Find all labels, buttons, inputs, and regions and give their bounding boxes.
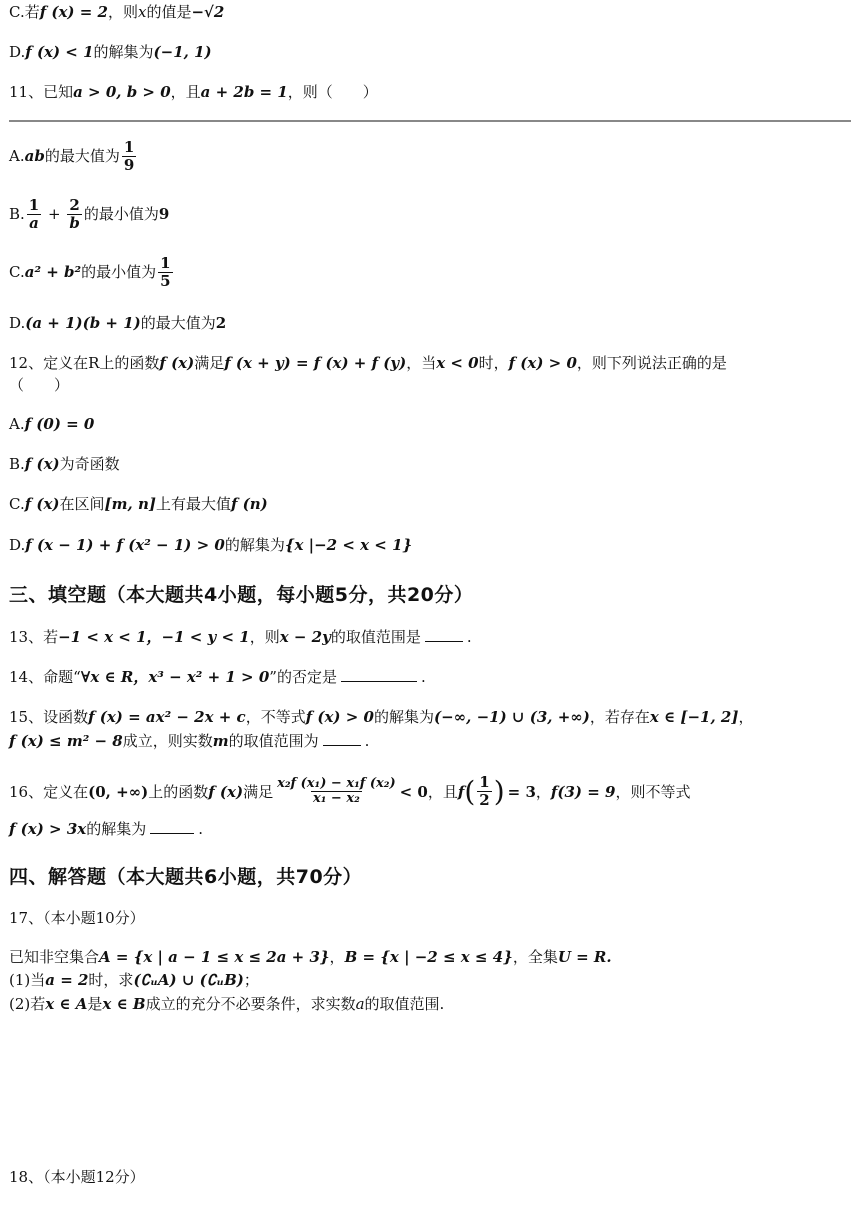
section-heading-solutions: 四、解答题（本大题共6小题，共70分） bbox=[9, 866, 363, 888]
q13: 13、若−1 < x < 1，−1 < y < 1，则x − 2y的取值范围是 . bbox=[9, 628, 472, 646]
q18-heading: 18、（本小题12分） bbox=[9, 1168, 145, 1186]
q16-line1: 16、定义在 (0, +∞) 上的函数 f (x) 满足 $\frac{\text{x₂f (x₁) − x₁f (x₂)}}{\text{x₁ − x₂}}$ < 0 ，且 f ( $\frac{1}{2}$ ) = 3 ， f(3) = 9 ，则不等式 bbox=[9, 773, 691, 809]
fraction: $\frac{1}{9}$ bbox=[123, 138, 135, 174]
q15-line1: 15、设函数f (x) = ax² − 2x + c，不等式f (x) > 0的解集为(−∞, −1) ∪ (3, +∞)，若存在x ∈ [−1, 2]， bbox=[9, 708, 754, 726]
fraction: $\frac{1}{a}$ bbox=[28, 196, 40, 232]
q11-option-c: C.a² + b²的最小值为 $\frac{1}{5}$ bbox=[9, 254, 171, 290]
fraction: $\frac{2}{b}$ bbox=[69, 196, 80, 232]
q17-line3: (2)若x ∈ A是x ∈ B成立的充分不必要条件，求实数a的取值范围. bbox=[9, 995, 445, 1013]
q16-line2: f (x) > 3x的解集为 . bbox=[9, 820, 204, 838]
answer-blank[interactable] bbox=[341, 669, 417, 682]
q15-line2: f (x) ≤ m² − 8成立，则实数m的取值范围为 . bbox=[9, 732, 370, 750]
q12-stem-paren: （ ） bbox=[9, 376, 70, 394]
q12-stem: 12、定义在R上的函数f (x)满足f (x + y) = f (x) + f (y)，当x < 0时，f (x) > 0，则下列说法正确的是 bbox=[9, 354, 727, 372]
q12-option-b: B.f (x)为奇函数 bbox=[9, 455, 120, 473]
q17-heading: 17、（本小题10分） bbox=[9, 909, 145, 927]
q10-option-c: C.若f (x) = 2，则x的值是−√2 bbox=[9, 3, 225, 21]
answer-blank[interactable] bbox=[425, 629, 463, 642]
q17-line1: 已知非空集合A = {x | a − 1 ≤ x ≤ 2a + 3}，B = {x | −2 ≤ x ≤ 4}，全集U = R. bbox=[9, 948, 612, 966]
q11-option-a: A.ab的最大值为 $\frac{1}{9}$ bbox=[9, 138, 135, 174]
answer-blank[interactable] bbox=[323, 733, 361, 746]
fraction: $\frac{1}{2}$ bbox=[479, 773, 490, 809]
answer-blank[interactable] bbox=[150, 821, 194, 834]
q12-option-d: D.f (x − 1) + f (x² − 1) > 0的解集为{x |−2 < x < 1} bbox=[9, 536, 413, 554]
q11-option-d: D.(a + 1)(b + 1)的最大值为2 bbox=[9, 314, 227, 332]
q10-option-d: D.f (x) < 1的解集为(−1, 1) bbox=[9, 43, 212, 61]
q17-line2: (1)当a = 2时，求(∁ᵤA) ∪ (∁ᵤB)； bbox=[9, 971, 259, 989]
divider bbox=[9, 120, 851, 122]
q11-stem: 11、已知a > 0, b > 0，且a + 2b = 1，则（ ） bbox=[9, 83, 378, 101]
q12-option-c: C.f (x)在区间[m, n]上有最大值f (n) bbox=[9, 495, 268, 513]
fraction: $\frac{\text{x₂f (x₁) − x₁f (x₂)}}{\text{x₁ − x₂}}$ bbox=[277, 776, 396, 806]
section-heading-fill-in: 三、填空题（本大题共4小题，每小题5分，共20分） bbox=[9, 584, 474, 606]
q14: 14、命题“∀x ∈ R，x³ − x² + 1 > 0”的否定是 . bbox=[9, 668, 426, 686]
q12-option-a: A.f (0) = 0 bbox=[9, 415, 95, 433]
fraction: $\frac{1}{5}$ bbox=[160, 254, 171, 290]
q11-option-b: B. $\frac{1}{a}$ + $\frac{2}{b}$ 的最小值为9 bbox=[9, 196, 170, 232]
